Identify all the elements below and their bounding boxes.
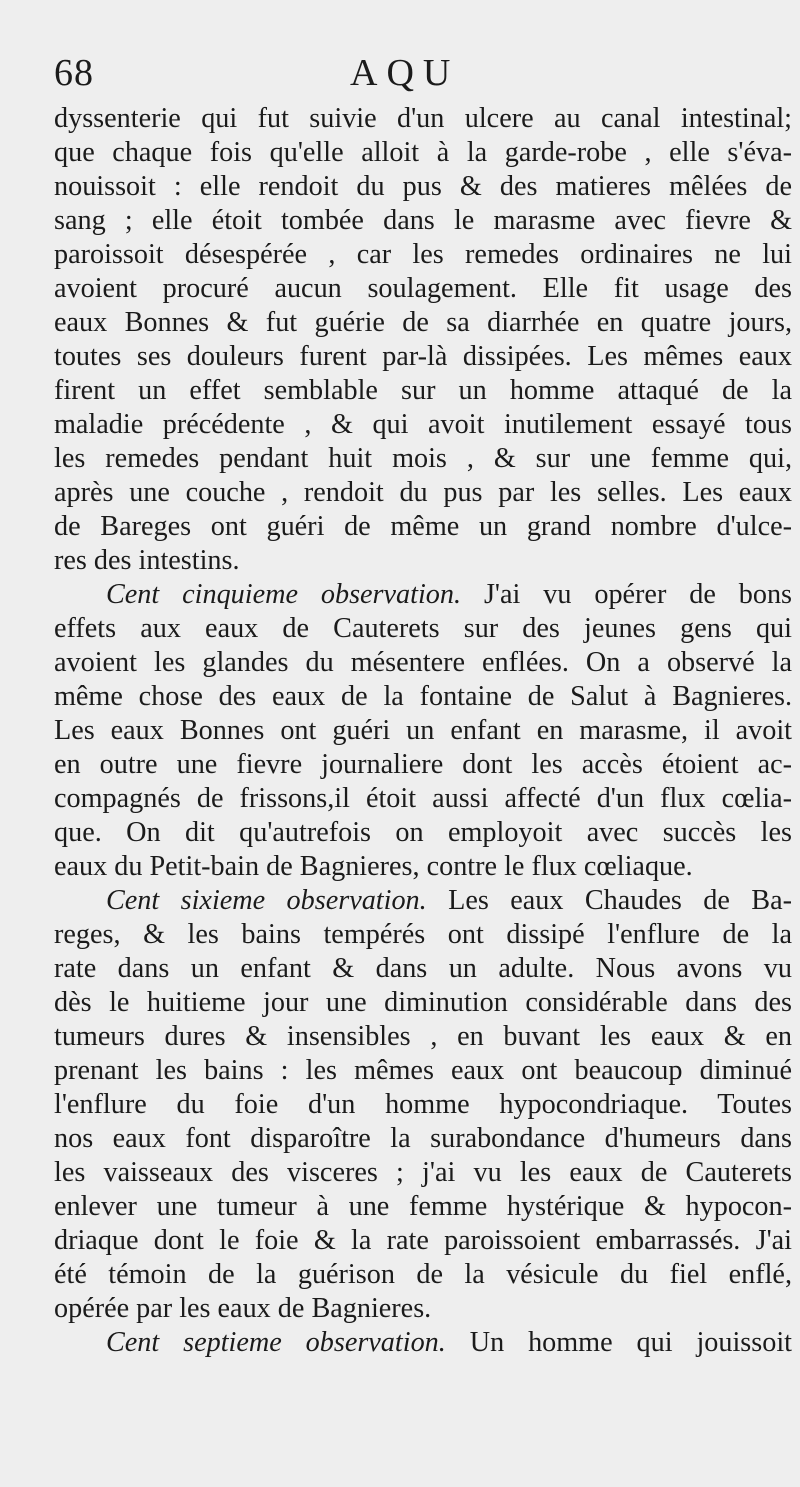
line-text: les remedes pendant huit mois , & sur une femme qui, — [54, 443, 792, 474]
text-line — [54, 102, 792, 136]
text-line — [54, 918, 792, 952]
line-text: en outre une fievre journaliere dont les accès étoient ac- — [54, 749, 792, 780]
text-line — [54, 1190, 792, 1224]
text-line — [54, 612, 792, 646]
text-line — [54, 204, 792, 238]
text-line — [54, 1224, 792, 1258]
paragraph — [54, 884, 792, 1326]
text-line — [54, 680, 792, 714]
text-line — [54, 476, 792, 510]
text-line — [54, 1088, 792, 1122]
text-line — [54, 578, 792, 612]
line-text: nos eaux font disparoître la surabondance d'humeurs dans — [54, 1123, 792, 1154]
observation-rubric: Cent septieme observation. — [106, 1327, 446, 1358]
line-text: Un homme qui jouissoit — [469, 1327, 792, 1358]
text-line — [54, 952, 792, 986]
text-line — [54, 850, 792, 884]
text-line — [54, 544, 792, 578]
text-line — [54, 816, 792, 850]
text-line — [54, 646, 792, 680]
line-text: prenant les bains : les mêmes eaux ont beaucoup diminué — [54, 1055, 792, 1086]
line-text: dyssenterie qui fut suivie d'un ulcere au canal intestinal; — [54, 103, 792, 134]
line-text: Les eaux Chaudes de Ba- — [448, 885, 792, 916]
line-text: enlever une tumeur à une femme hystérique & hypocon- — [54, 1191, 792, 1222]
text-line — [54, 340, 792, 374]
observation-rubric: Cent sixieme observation. — [106, 885, 427, 916]
line-text: eaux Bonnes & fut guérie de sa diarrhée en quatre jours, — [54, 307, 792, 338]
line-text: que. On dit qu'autrefois on employoit avec succès les — [54, 817, 792, 848]
text-line — [54, 1156, 792, 1190]
line-text: Les eaux Bonnes ont guéri un enfant en marasme, il avoit — [54, 715, 792, 746]
line-text: paroissoit désespérée , car les remedes ordinaires ne lui — [54, 239, 792, 270]
line-text: les vaisseaux des visceres ; j'ai vu les eaux de Cauterets — [54, 1157, 792, 1188]
text-line — [54, 306, 792, 340]
body-text — [54, 102, 792, 1360]
text-line — [54, 782, 792, 816]
line-text: maladie précédente , & qui avoit inutilement essayé tous — [54, 409, 792, 440]
line-text: avoient les glandes du mésentere enflées. On a observé la — [54, 647, 792, 678]
text-line — [54, 442, 792, 476]
text-line — [54, 986, 792, 1020]
paragraph — [54, 578, 792, 884]
line-text: l'enflure du foie d'un homme hypocondriaque. Toutes — [54, 1089, 792, 1120]
observation-rubric: Cent cinquieme observation. — [106, 579, 462, 610]
line-text: tumeurs dures & insensibles , en buvant les eaux & en — [54, 1021, 792, 1052]
line-text: effets aux eaux de Cauterets sur des jeunes gens qui — [54, 613, 792, 644]
text-line — [54, 1020, 792, 1054]
paragraph — [54, 1326, 792, 1360]
line-text: sang ; elle étoit tombée dans le marasme avec fievre & — [54, 205, 792, 236]
text-line — [54, 272, 792, 306]
line-text: J'ai vu opérer de bons — [483, 579, 793, 610]
line-text: toutes ses douleurs furent par-là dissipées. Les mêmes eaux — [54, 341, 792, 372]
line-text: dès le huitieme jour une diminution considérable dans des — [54, 987, 792, 1018]
text-line — [54, 510, 792, 544]
line-text: de Bareges ont guéri de même un grand nombre d'ulce- — [54, 511, 792, 542]
text-line — [54, 1258, 792, 1292]
text-line — [54, 408, 792, 442]
text-line — [54, 374, 792, 408]
line-text: avoient procuré aucun soulagement. Elle fit usage des — [54, 273, 792, 304]
text-line — [54, 748, 792, 782]
text-line — [54, 1122, 792, 1156]
line-text: reges, & les bains tempérés ont dissipé l'enflure de la — [54, 919, 792, 950]
line-text: nouissoit : elle rendoit du pus & des matieres mêlées de — [54, 171, 792, 202]
line-text: rate dans un enfant & dans un adulte. Nous avons vu — [54, 953, 792, 984]
text-line — [54, 1292, 792, 1326]
line-text: opérée par les eaux de Bagnieres. — [54, 1293, 432, 1324]
line-text: que chaque fois qu'elle alloit à la garde-robe , elle s'éva- — [54, 137, 792, 168]
line-text: compagnés de frissons,il étoit aussi affecté d'un flux cœlia- — [54, 783, 792, 814]
text-line — [54, 136, 792, 170]
text-line — [54, 170, 792, 204]
paragraph — [54, 102, 792, 578]
page-header — [54, 50, 792, 102]
text-line — [54, 1054, 792, 1088]
text-line — [54, 1326, 792, 1360]
text-line — [54, 238, 792, 272]
text-line — [54, 714, 792, 748]
running-head: AQU — [350, 52, 460, 94]
line-text: eaux du Petit-bain de Bagnieres, contre le flux cœliaque. — [54, 851, 693, 882]
line-text: driaque dont le foie & la rate paroissoient embarrassés. J'ai — [54, 1225, 792, 1256]
line-text: après une couche , rendoit du pus par les selles. Les eaux — [54, 477, 792, 508]
line-text: res des intestins. — [54, 545, 240, 576]
line-text: été témoin de la guérison de la vésicule du fiel enflé, — [54, 1259, 792, 1290]
line-text: même chose des eaux de la fontaine de Salut à Bagnieres. — [54, 681, 792, 712]
text-line — [54, 884, 792, 918]
page-number: 68 — [54, 52, 94, 94]
line-text: firent un effet semblable sur un homme attaqué de la — [54, 375, 792, 406]
